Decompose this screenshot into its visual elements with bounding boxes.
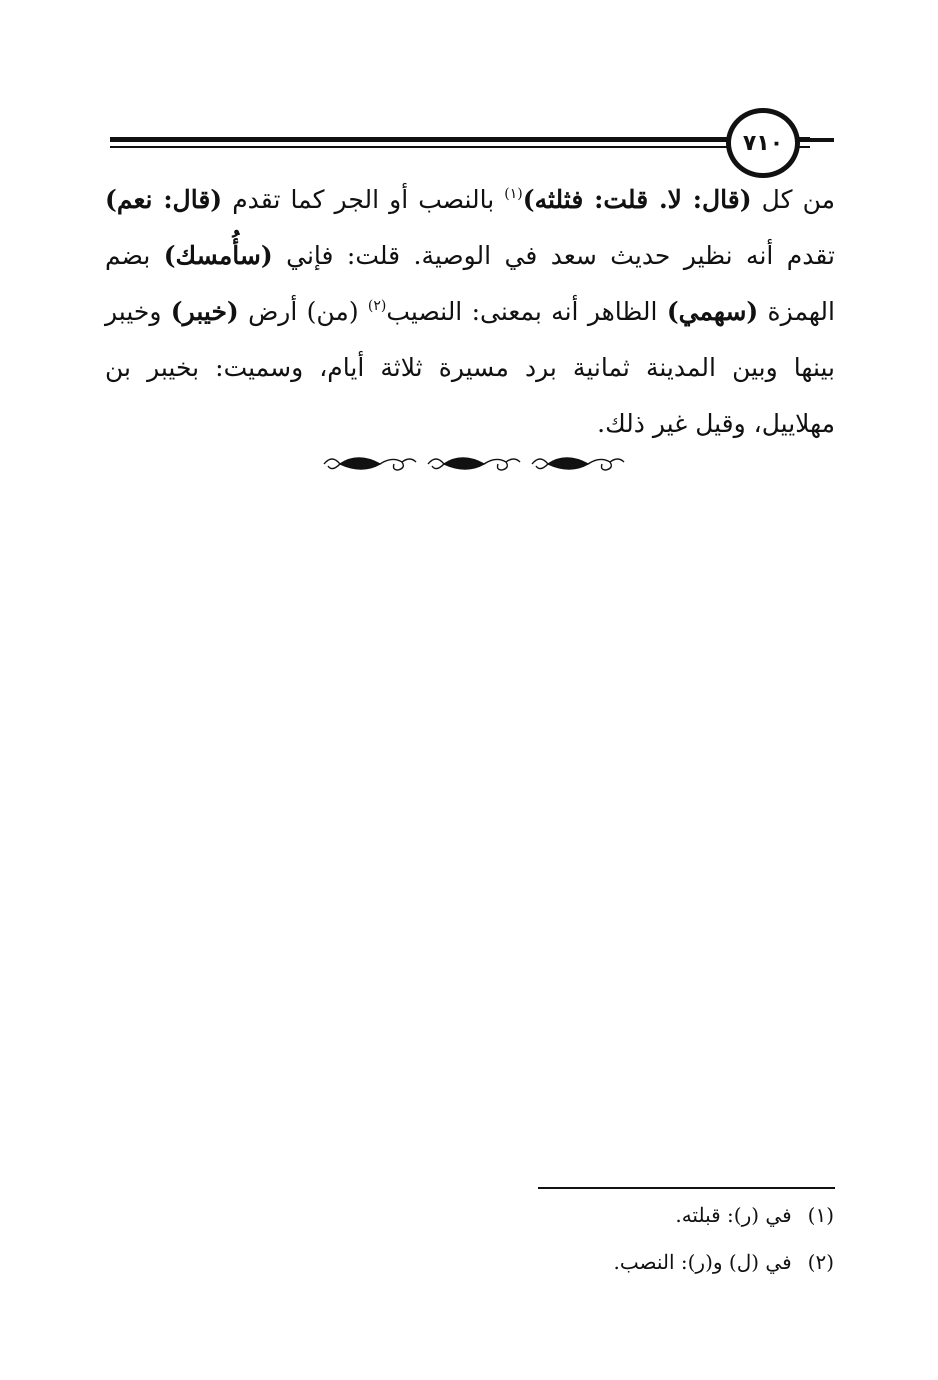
quote-run: (سأُمسك): [163, 241, 273, 270]
footnote-text: في (ر): قبلته.: [675, 1203, 792, 1227]
footnote-number: (٢): [807, 1250, 834, 1274]
page-number-badge: [726, 108, 800, 178]
header-rule-thin: [110, 146, 810, 148]
footnote-text: في (ل) و(ر): النصب.: [613, 1250, 792, 1274]
quote-run: (خيبر): [170, 297, 239, 326]
text-run: تقدم أنه نظير حديث سعد في الوصية. قلت: فإني: [272, 241, 835, 270]
footnote-number: (١): [807, 1203, 834, 1227]
footnote-marker: (٢): [367, 298, 387, 314]
text-run: (من) أرض: [238, 297, 368, 326]
ornament-divider-icon: [318, 448, 630, 478]
header-rule: [110, 137, 810, 142]
footnote-1: [234, 1203, 834, 1227]
text-run: وقيل غير ذلك.: [597, 409, 746, 438]
text-run: بالنصب أو الجر كما تقدم: [222, 185, 505, 214]
page-number: ٧١٠: [742, 130, 784, 156]
quote-run: (قال: نعم): [105, 185, 223, 214]
footnote-separator: [538, 1187, 835, 1189]
text-run: من كل: [751, 185, 835, 214]
footnote-marker: (١): [504, 186, 523, 202]
text-run: وبين المدينة ثمانية برد مسيرة ثلاثة أيام، وسميت: بخيبر بن مهلاييل،: [105, 353, 835, 438]
quote-run: (سهمي): [666, 297, 759, 326]
quote-run: (قال: لا. قلت: فثلثه): [522, 185, 752, 214]
text-run: وخيبر بينها: [105, 297, 835, 382]
text-run: الظاهر أنه بمعنى: النصيب: [386, 297, 667, 326]
footnote-2: [234, 1250, 834, 1274]
text-run: بضم الهمزة: [105, 241, 835, 326]
main-text: [105, 172, 835, 452]
